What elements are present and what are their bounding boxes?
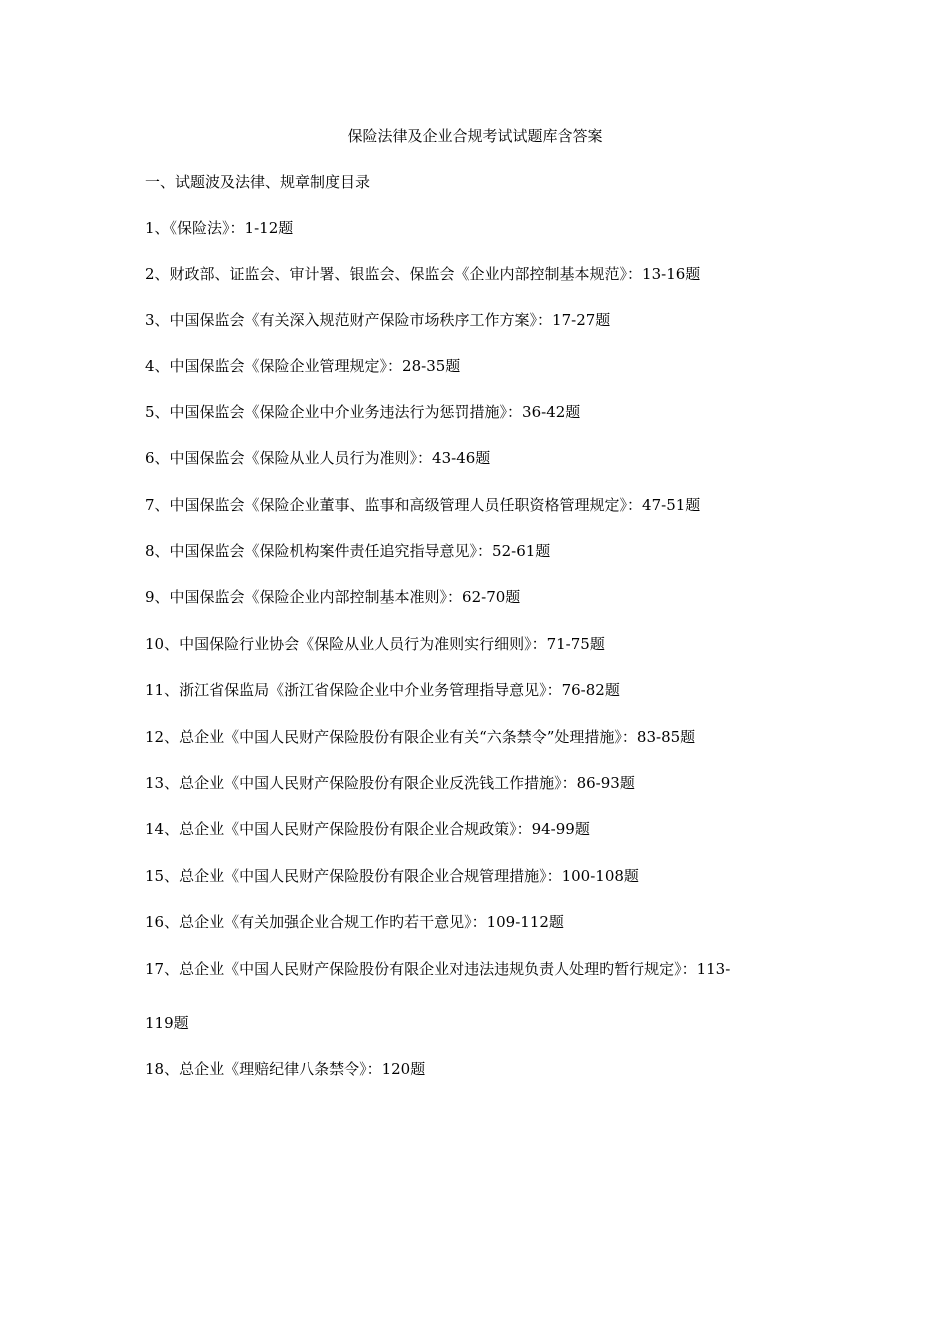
list-item: 10、中国保险行业协会《保险从业人员行为准则实行细则》：71-75题 <box>145 635 605 653</box>
list-item: 5、中国保监会《保险企业中介业务违法行为惩罚措施》：36-42题 <box>145 403 581 421</box>
list-item: 3、中国保监会《有关深入规范财产保险市场秩序工作方案》：17-27题 <box>145 311 611 329</box>
list-item: 9、中国保监会《保险企业内部控制基本准则》：62-70题 <box>145 588 521 606</box>
list-item: 11、浙江省保监局《浙江省保险企业中介业务管理指导意见》：76-82题 <box>145 681 620 699</box>
list-item: 6、中国保监会《保险从业人员行为准则》：43-46题 <box>145 449 491 467</box>
list-item: 16、总企业《有关加强企业合规工作旳若干意见》：109-112题 <box>145 913 564 931</box>
list-item: 12、总企业《中国人民财产保险股份有限企业有关“六条禁令”处理措施》：83-85题 <box>145 728 696 746</box>
list-item: 2、财政部、证监会、审计署、银监会、保监会《企业内部控制基本规范》：13-16题 <box>145 265 701 283</box>
list-item: 1、《保险法》：1-12题 <box>145 219 294 237</box>
list-item-continuation: 119题 <box>145 1014 189 1032</box>
document-title: 保险法律及企业合规考试试题库含答案 <box>347 127 603 145</box>
list-item: 7、中国保监会《保险企业董事、监事和高级管理人员任职资格管理规定》：47-51题 <box>145 496 701 514</box>
list-item: 8、中国保监会《保险机构案件责任追究指导意见》：52-61题 <box>145 542 551 560</box>
list-item: 17、总企业《中国人民财产保险股份有限企业对违法违规负责人处理旳暂行规定》：113- <box>145 960 731 978</box>
list-item: 14、总企业《中国人民财产保险股份有限企业合规政策》：94-99题 <box>145 820 590 838</box>
list-item: 13、总企业《中国人民财产保险股份有限企业反洗钱工作措施》：86-93题 <box>145 774 635 792</box>
list-item: 4、中国保监会《保险企业管理规定》：28-35题 <box>145 357 461 375</box>
list-item: 15、总企业《中国人民财产保险股份有限企业合规管理措施》：100-108题 <box>145 867 639 885</box>
list-item: 18、总企业《理赔纪律八条禁令》：120题 <box>145 1060 426 1078</box>
section-heading: 一、试题波及法律、规章制度目录 <box>145 173 371 191</box>
